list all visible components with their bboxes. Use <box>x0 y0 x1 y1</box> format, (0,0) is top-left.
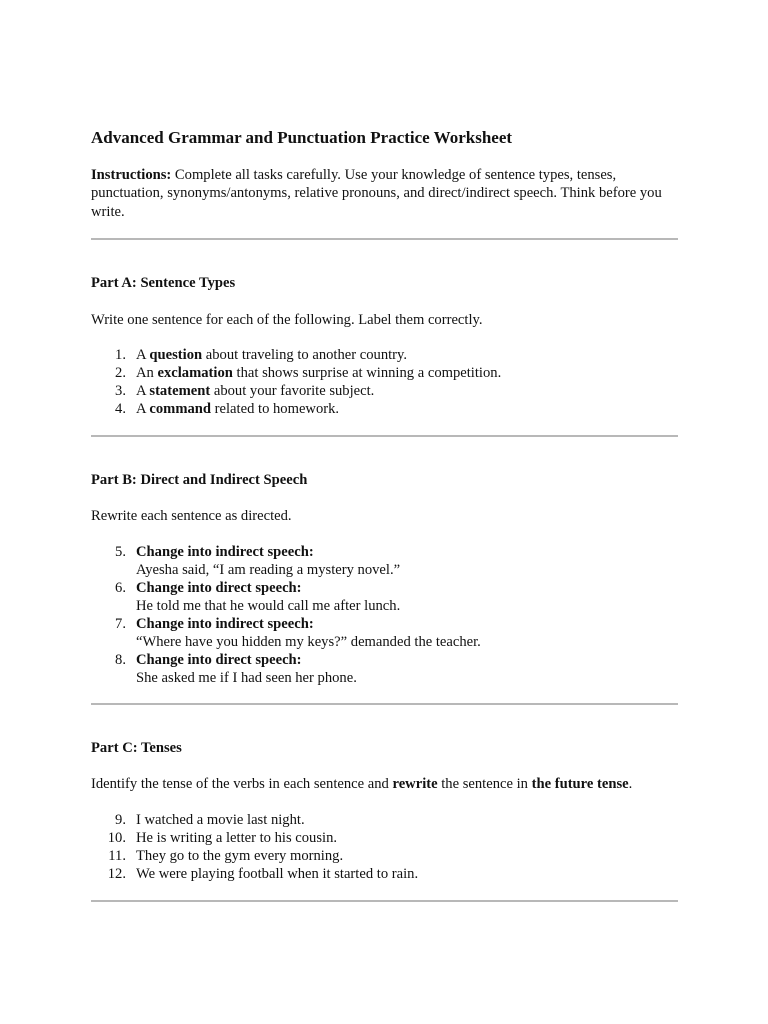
intro-text: Identify the tense of the verbs in each sentence and <box>91 776 393 792</box>
item-text: An <box>136 365 158 381</box>
item-text: about traveling to another country. <box>202 347 408 363</box>
part-c-intro <box>91 776 632 793</box>
item-keyword: statement <box>149 383 211 399</box>
item-number: 9. <box>115 812 126 828</box>
item-text: He is writing a letter to his cousin. <box>136 830 338 846</box>
item-text: They go to the gym every morning. <box>136 848 344 864</box>
intro-text: the sentence in <box>437 776 532 792</box>
item-text: We were playing football when it started to rain. <box>136 866 419 882</box>
instructions-label: Instructions: <box>91 167 172 183</box>
item-number: 12. <box>107 866 126 882</box>
divider <box>91 900 678 902</box>
intro-keyword: the future tense <box>531 776 629 792</box>
item-text: A <box>136 347 150 363</box>
part-b-intro: Rewrite each sentence as directed. <box>91 508 292 524</box>
page-title: Advanced Grammar and Punctuation Practice Worksheet <box>91 128 513 147</box>
item-number: 5. <box>115 544 126 560</box>
item-text: that shows surprise at winning a competition. <box>232 365 502 381</box>
item-number: 11. <box>108 848 126 864</box>
item-number: 6. <box>115 580 126 596</box>
item-number: 3. <box>115 383 126 399</box>
part-a-heading: Part A: Sentence Types <box>91 275 236 291</box>
intro-text: . <box>628 776 633 792</box>
item-text: about your favorite subject. <box>210 383 375 399</box>
part-c-list <box>91 811 678 883</box>
item-number: 2. <box>115 365 126 381</box>
list-item <box>91 579 678 615</box>
item-text: I watched a movie last night. <box>136 812 305 828</box>
part-a-intro: Write one sentence for each of the following. Label them correctly. <box>91 312 483 328</box>
list-item <box>91 615 678 651</box>
item-number: 4. <box>115 401 126 417</box>
item-text: related to homework. <box>211 401 340 417</box>
item-text: A <box>136 401 150 417</box>
list-item <box>91 400 678 418</box>
part-a-list <box>91 346 678 418</box>
list-item <box>91 382 678 400</box>
item-keyword: exclamation <box>157 365 233 381</box>
divider <box>91 238 678 240</box>
item-number: 1. <box>115 347 126 363</box>
item-sentence: He told me that he would call me after lunch. <box>136 598 401 614</box>
list-item <box>91 364 678 382</box>
item-sentence: She asked me if I had seen her phone. <box>136 670 357 686</box>
list-item <box>91 651 678 687</box>
list-item <box>91 543 678 579</box>
item-keyword: question <box>149 347 203 363</box>
part-b-list <box>91 543 678 687</box>
divider <box>91 435 678 437</box>
item-number: 10. <box>107 830 126 846</box>
list-item <box>91 865 678 883</box>
instructions-paragraph <box>91 166 671 221</box>
list-item <box>91 811 678 829</box>
list-item <box>91 847 678 865</box>
item-instruction: Change into direct speech: <box>136 580 302 596</box>
item-number: 8. <box>115 652 126 668</box>
item-instruction: Change into indirect speech: <box>136 616 314 632</box>
instructions-text: Complete all tasks carefully. Use your knowledge of sentence types, tenses, punctuation, synonyms/antonyms, relative pronouns, and direct/indirect speech. Think before you write. <box>91 167 662 220</box>
list-item <box>91 829 678 847</box>
item-instruction: Change into indirect speech: <box>136 544 314 560</box>
part-b-heading: Part B: Direct and Indirect Speech <box>91 472 308 488</box>
item-text: A <box>136 383 150 399</box>
item-number: 7. <box>115 616 126 632</box>
item-instruction: Change into direct speech: <box>136 652 302 668</box>
item-keyword: command <box>149 401 212 417</box>
item-sentence: Ayesha said, “I am reading a mystery novel.” <box>136 562 401 578</box>
part-c-heading: Part C: Tenses <box>91 740 182 756</box>
list-item <box>91 346 678 364</box>
item-sentence: “Where have you hidden my keys?” demanded the teacher. <box>136 634 481 650</box>
intro-keyword: rewrite <box>392 776 438 792</box>
divider <box>91 703 678 705</box>
